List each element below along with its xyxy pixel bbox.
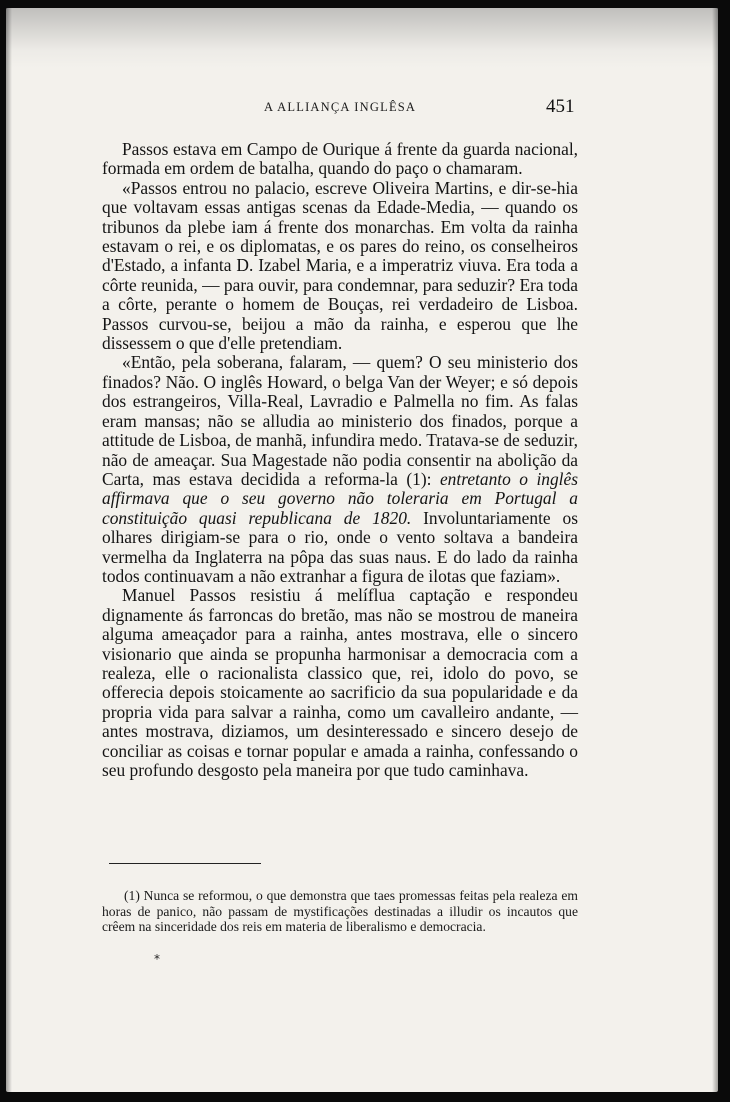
star-mark: *: [154, 952, 160, 966]
paragraph-3: [102, 353, 578, 586]
paragraph-4: Manuel Passos resistiu á melíflua captação e respondeu dignamente ás farroncas do bretão, mas não se mostrou de maneira alguma ameaçador para a rainha, antes mostrava, elle o sincero visionario que ainda se propunha harmonisar a democracia com a realeza, elle o racionalista classico que, rei, idolo do povo, se offerecia depois stoicamente ao sacrificio da sua popularidade e da propria vida para salvar a rainha, como um cavalleiro andante, — antes mostrava, diziamos, um desinteressado e sincero desejo de conciliar as coisas e tornar popular e amada a rainha, confessando o seu profundo desgosto pela maneira por que tudo caminhava.: [102, 585, 578, 780]
paragraph-1: Passos estava em Campo de Ourique á frente da guarda nacional, formada em ordem de batalha, quando do paço o chamaram.: [102, 139, 578, 179]
footnote-rule: [109, 863, 261, 864]
page-number: 451: [546, 96, 575, 117]
running-head: [6, 96, 718, 120]
page-edge-shadow-right: [712, 8, 718, 1092]
paragraph-3-italic: entretanto o inglês affirmava que o seu governo não toleraria em Portugal a constituição quasi republicana de 1820.: [102, 468, 578, 528]
footnote: (1) Nunca se reformou, o que demonstra que taes promessas feitas pela realeza em horas de panico, não passam de mystificações destinadas a illudir os incautos que crêem na sinceridade dos reis em materia de liberalismo e democracia.: [102, 888, 578, 934]
page-edge-shadow-left: [6, 8, 12, 1092]
book-page: [6, 8, 718, 1092]
running-title: A ALLIANÇA INGLÊSA: [264, 100, 417, 114]
paragraph-2: «Passos entrou no palacio, escreve Oliveira Martins, e dir-se-hia que voltavam essas antigas scenas da Edade-Media, — quando os tribunos da plebe iam á frente dos monarchas. Em volta da rainha estavam o rei, e os diplomatas, e os pares do reino, os conselheiros d'Estado, a infanta D. Izabel Maria, e a imperatriz viuva. Era toda a côrte reunida, — para ouvir, para condemnar, para seduzir? Era toda a côrte, perante o homem de Bouças, rei verdadeiro de Lisboa. Passos curvou-se, beijou a mão da rainha, e esperou que lhe dissessem o que d'elle pretendiam.: [102, 177, 578, 354]
body-text: [102, 140, 578, 780]
paragraph-3-continued: Involuntariamente os olhares dirigiam-se para o rio, onde o vento soltava a bandeira vermelha da Inglaterra na pôpa das suas naus. E do lado da rainha todos continuavam a não extranhar a figura de ilotas que faziam».: [102, 507, 578, 586]
paragraph-3-text: «Então, pela soberana, falaram, — quem? O seu ministerio dos finados? Não. O inglês Howard, o belga Van der Weyer; e só depois dos estrangeiros, Villa-Real, Lavradio e Palmella no fim. As falas eram mansas; não se alludia ao ministerio dos finados, porque a attitude de Lisboa, de manhã, infundira medo. Tratava-se de seduzir, não de ameaçar. Sua Magestade não podia consentir na abolição da Carta, mas estava decidida a reforma-la (1):: [102, 352, 578, 489]
